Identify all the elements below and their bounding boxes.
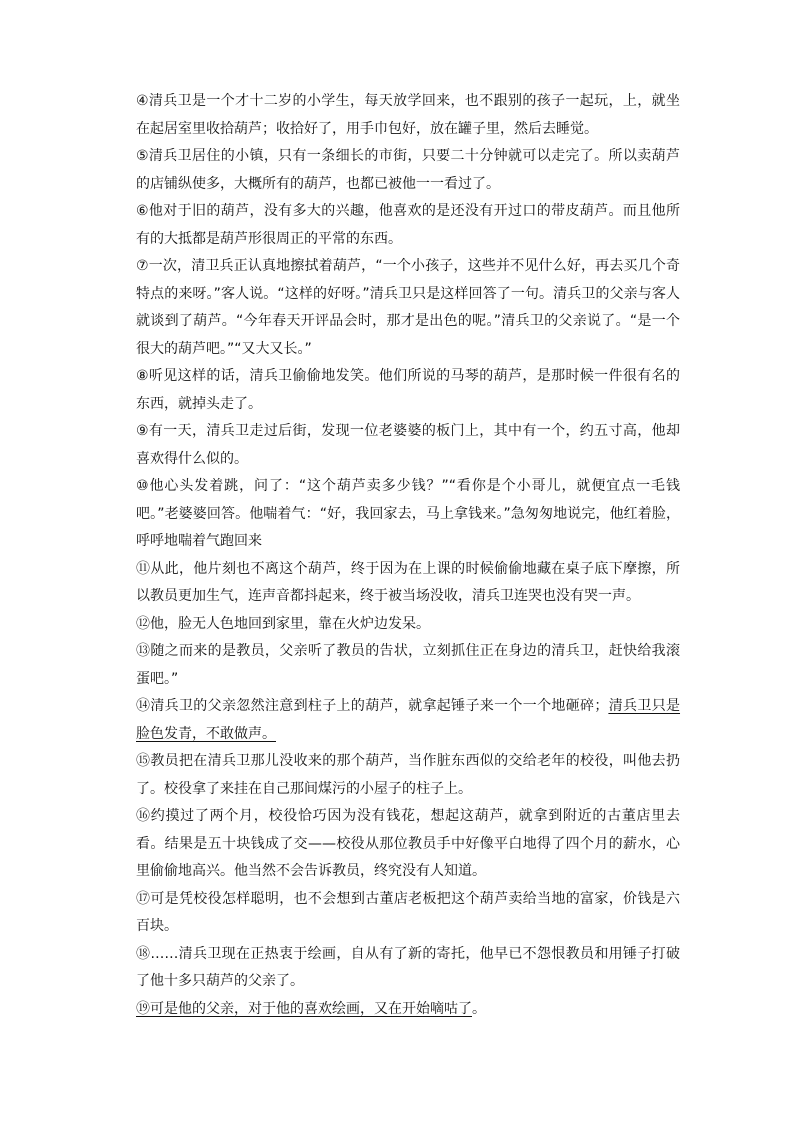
underlined-sentence: 清兵卫只是脸色发青，不敢做声。 (136, 698, 681, 742)
paragraph-10: ⑩他心头发着跳，问了：“这个葫芦卖多少钱？”“看你是个小哥儿，就便宜点一毛钱吧。”老婆婆回答。他喘着气：“好，我回家去，马上拿钱来。”急匆匆地说完，他红着脸，呼呼地喘着气跑回来 (136, 478, 680, 549)
paragraph-5: ⑤清兵卫居住的小镇，只有一条细长的市街，只要二十分钟就可以走完了。所以卖葫芦的店铺纵使多，大概所有的葫芦，也都已被他一一看过了。 (136, 148, 680, 192)
paragraph-13: ⑬随之而来的是教员，父亲听了教员的告状，立刻抓住正在身边的清兵卫，赶快给我滚蛋吧。” (136, 643, 680, 687)
paragraph-16: ⑯约摸过了两个月，校役恰巧因为没有钱花，想起这葫芦，就拿到附近的古董店里去看。结果是五十块钱成了交——校役从那位教员手中好像平白地得了四个月的薪水，心里偷偷地高兴。他当然不会告诉教员，终究没有人知道。 (136, 808, 680, 879)
paragraph-19 (136, 996, 680, 1024)
paragraph-14-text: ⑭清兵卫的父亲忽然注意到柱子上的葫芦，就拿起锤子来一个一个地砸碎； (136, 698, 609, 714)
paragraph-15: ⑮教员把在清兵卫那儿没收来的那个葫芦，当作脏东西似的交给老年的校役，叫他去扔了。校役拿了来挂在自己那间煤污的小屋子的柱子上。 (136, 753, 680, 797)
paragraph-8: ⑧听见这样的话，清兵卫偷偷地发笑。他们所说的马琴的葫芦，是那时候一件很有名的东西，就掉头走了。 (136, 368, 680, 412)
paragraph-4: ④清兵卫是一个才十二岁的小学生，每天放学回来，也不跟别的孩子一起玩，上，就坐在起居室里收拾葫芦；收拾好了，用手巾包好，放在罐子里，然后去睡觉。 (136, 93, 680, 137)
paragraph-7: ⑦一次，清卫兵正认真地擦拭着葫芦，“一个小孩子，这些并不见什么好，再去买几个奇特点的来呀。”客人说。“这样的好呀。”清兵卫只是这样回答了一句。清兵卫的父亲与客人就谈到了葫芦。“今年春天开评品会时，那才是出色的呢。”清兵卫的父亲说了。“是一个很大的葫芦吧。”“又大又长。” (136, 258, 680, 357)
paragraph-6: ⑥他对于旧的葫芦，没有多大的兴趣，他喜欢的是还没有开过口的带皮葫芦。而且他所有的大抵都是葫芦形很周正的平常的东西。 (136, 203, 680, 247)
document-body (136, 88, 680, 1023)
paragraph-9: ⑨有一天，清兵卫走过后街，发现一位老婆婆的板门上，其中有一个，约五寸高，他却喜欢得什么似的。 (136, 423, 680, 467)
underlined-sentence: ⑲可是他的父亲，对于他的喜欢绘画，又在开始嘀咕了 (136, 1000, 472, 1017)
paragraph-19-tail: 。 (472, 1000, 486, 1017)
paragraph-14 (136, 693, 680, 748)
paragraph-18: ⑱……清兵卫现在正热衷于绘画，自从有了新的寄托，他早已不怨恨教员和用锤子打破了他十多只葫芦的父亲了。 (136, 945, 680, 989)
paragraph-11: ⑪从此，他片刻也不离这个葫芦，终于因为在上课的时候偷偷地藏在桌子底下摩擦，所以教员更加生气，连声音都抖起来，终于被当场没收，清兵卫连哭也没有哭一声。 (136, 560, 680, 604)
paragraph-17: ⑰可是凭校役怎样聪明，也不会想到古董店老板把这个葫芦卖给当地的富家，价钱是六百块。 (136, 890, 680, 934)
paragraph-12: ⑫他，脸无人色地回到家里，靠在火炉边发呆。 (136, 615, 430, 632)
